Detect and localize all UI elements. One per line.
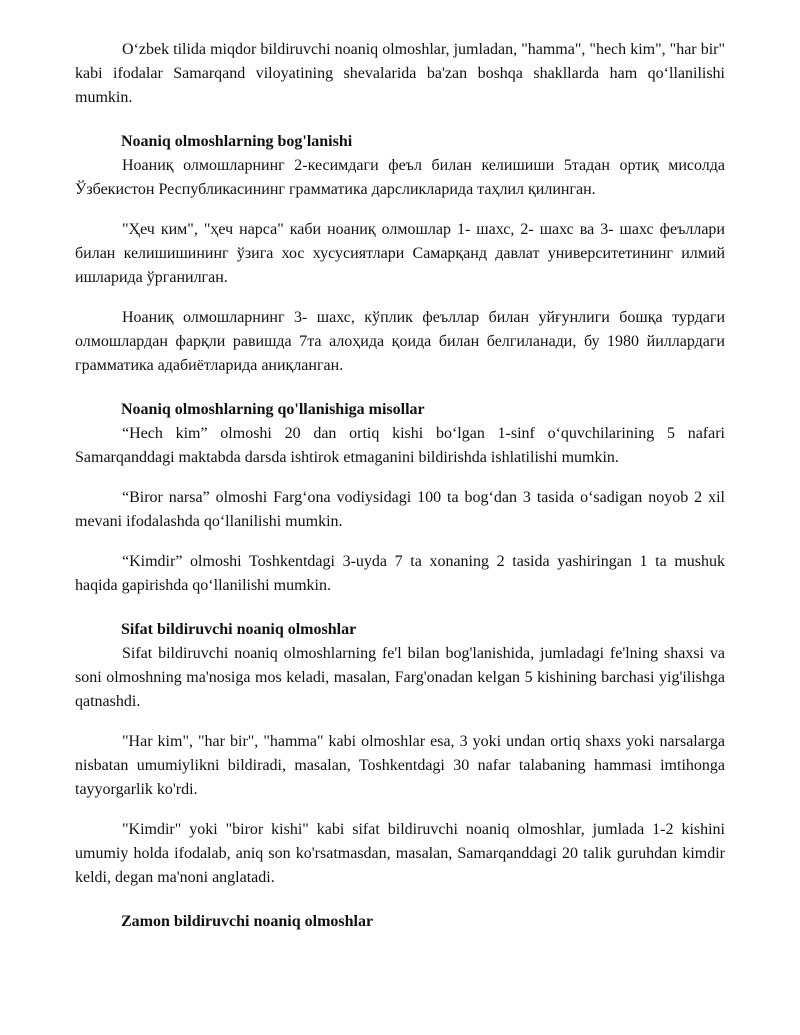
paragraph-intro: Oʻzbek tilida miqdor bildiruvchi noaniq olmoshlar, jumladan, "hamma", "hech kim", "har bir" kabi ifodalar Samarqand viloyatining shevalarida ba'zan boshqa shakllarda ham qoʻllanilishi mumkin.: [75, 41, 725, 106]
paragraph-example-biror-narsa: “Biror narsa” olmoshi Fargʻona vodiysidagi 100 ta bogʻdan 3 tasida oʻsadigan noyob 2 xil mevani ifodalashda qoʻllanilishi mumkin.: [75, 489, 725, 530]
paragraph-uygunlik: Ноаниқ олмошларнинг 3- шахс, кўплик феъллар билан уйғунлиги бошқа турдаги олмошлардан фарқли равишда 7та алоҳида қоида билан белгиланади, бу 1980 йиллардаги грамматика адабиётларида аниқланган.: [75, 309, 725, 374]
paragraph-sifat-boglanish: Sifat bildiruvchi noaniq olmoshlarning fe'l bilan bog'lanishida, jumladagi fe'lning shaxsi va soni olmoshning ma'nosiga mos keladi, masalan, Farg'onadan kelgan 5 kishining barchasi yig'ilishga qatnashdi.: [75, 645, 725, 710]
heading-boglanishi: Noaniq olmoshlarning bog'lanishi: [121, 133, 353, 150]
heading-misollar: Noaniq olmoshlarning qo'llanishiga misollar: [121, 401, 425, 418]
document-page: [75, 38, 725, 934]
paragraph-kelishishi: Ноаниқ олмошларнинг 2-кесимдаги феъл билан келишиши 5тадан ортиқ мисолда Ўзбекистон Республикасининг грамматика дарсликларида таҳлил қилинган.: [75, 157, 725, 198]
paragraph-example-kimdir: “Kimdir” olmoshi Toshkentdagi 3-uyda 7 ta xonaning 2 tasida yashiringan 1 ta mushuk haqida gapirishda qoʻllanilishi mumkin.: [75, 553, 725, 594]
paragraph-kimdir: "Kimdir" yoki "biror kishi" kabi sifat bildiruvchi noaniq olmoshlar, jumlada 1-2 kishini umumiy holda ifodalab, aniq son ko'rsatmasdan, masalan, Samarqanddagi 20 talik guruhdan kimdir keldi, degan ma'noni anglatadi.: [75, 821, 725, 886]
heading-sifat: Sifat bildiruvchi noaniq olmoshlar: [121, 621, 357, 638]
paragraph-hech-kim: "Ҳеч ким", "ҳеч нарса" каби ноаниқ олмошлар 1- шахс, 2- шахс ва 3- шахс феъллари билан келишишининг ўзига хос хусусиятлари Самарқанд давлат университетининг илмий ишларида ўрганилган.: [75, 221, 725, 286]
paragraph-example-hech-kim: “Hech kim” olmoshi 20 dan ortiq kishi boʻlgan 1-sinf oʻquvchilarining 5 nafari Samarqanddagi maktabda darsda ishtirok etmaganini bildirishda ishlatilishi mumkin.: [75, 425, 725, 466]
paragraph-har-kim: "Har kim", "har bir", "hamma" kabi olmoshlar esa, 3 yoki undan ortiq shaxs yoki narsalarga nisbatan umumiylikni bildiradi, masalan, Toshkentdagi 30 nafar talabaning hammasi imtihonga tayyorgarlik ko'rdi.: [75, 733, 725, 798]
heading-zamon: Zamon bildiruvchi noaniq olmoshlar: [121, 913, 374, 930]
